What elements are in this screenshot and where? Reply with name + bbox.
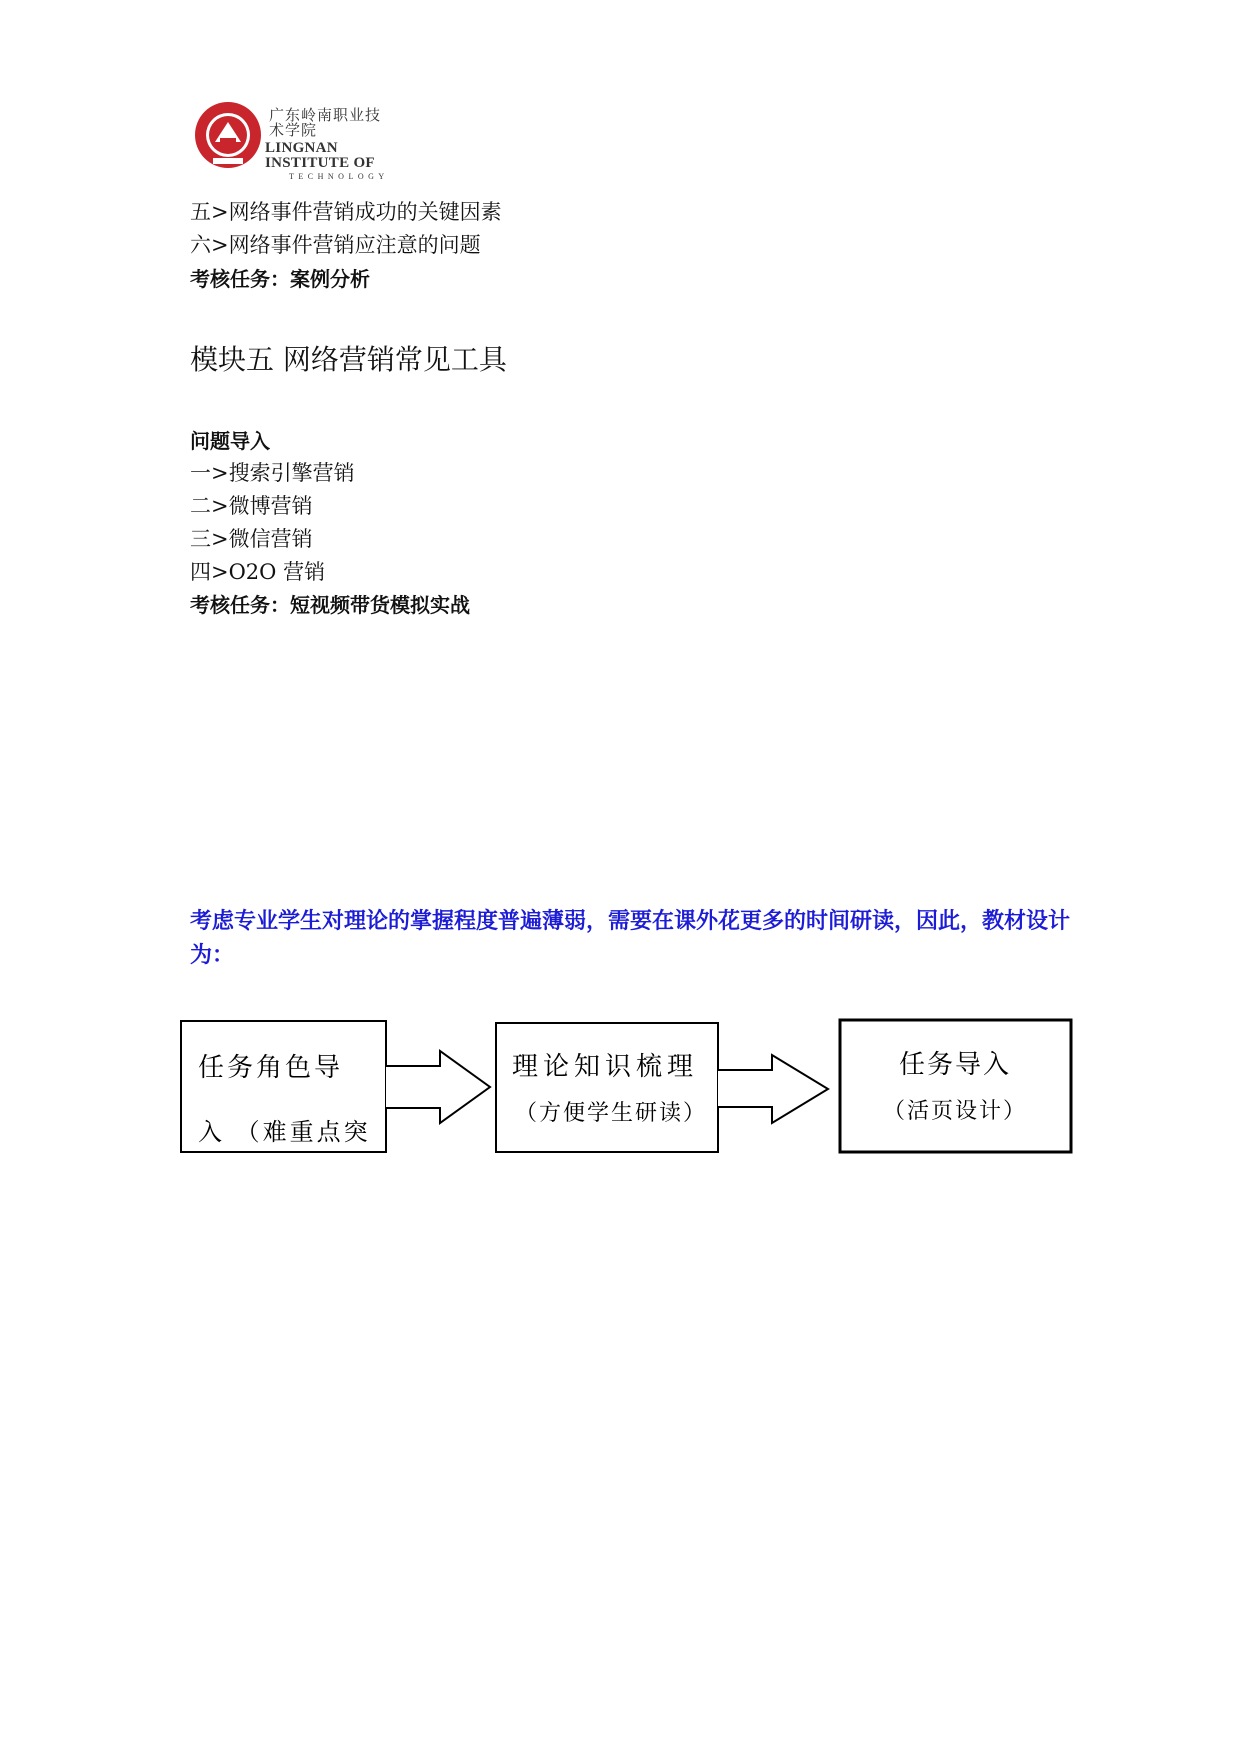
flow-box-theory <box>496 1023 718 1152</box>
institution-name-en: LINGNAN INSTITUTE OF <box>265 140 375 171</box>
list-item: 一>搜索引擎营销 <box>190 461 355 485</box>
institution-name-en-sub: TECHNOLOGY <box>289 172 389 181</box>
flow-box-text: （方便学生研读） <box>515 1101 708 1126</box>
flow-box-text: 入 （难重点突 <box>198 1118 371 1146</box>
list-item: 四>O2O 营销 <box>190 560 326 584</box>
list-item: 二>微博营销 <box>190 494 313 518</box>
arrow-right-icon <box>718 1055 828 1123</box>
institution-name-cn: 广东岭南职业技术学院 <box>269 106 382 139</box>
list-item: 五>网络事件营销成功的关键因素 <box>190 200 502 224</box>
list-item: 三>微信营销 <box>190 527 313 551</box>
design-note: 考虑专业学生对理论的掌握程度普遍薄弱，需要在课外花更多的时间研读，因此，教材设计为： <box>190 909 1071 968</box>
flow-box-text: （活页设计） <box>882 1099 1028 1124</box>
flow-box-task <box>840 1020 1071 1152</box>
flow-box-text: 任务角色导 <box>198 1053 344 1083</box>
section-heading: 问题导入 <box>190 429 270 453</box>
assessment-task: 考核任务：短视频带货模拟实战 <box>190 593 470 617</box>
flow-box-text: 理论知识梳理 <box>512 1052 699 1082</box>
module-title: 模块五 网络营销常见工具 <box>190 343 507 376</box>
assessment-task: 考核任务：案例分析 <box>190 267 370 291</box>
flow-box-text: 任务导入 <box>898 1050 1012 1080</box>
list-item: 六>网络事件营销应注意的问题 <box>190 233 481 257</box>
arrow-right-icon <box>386 1051 490 1123</box>
